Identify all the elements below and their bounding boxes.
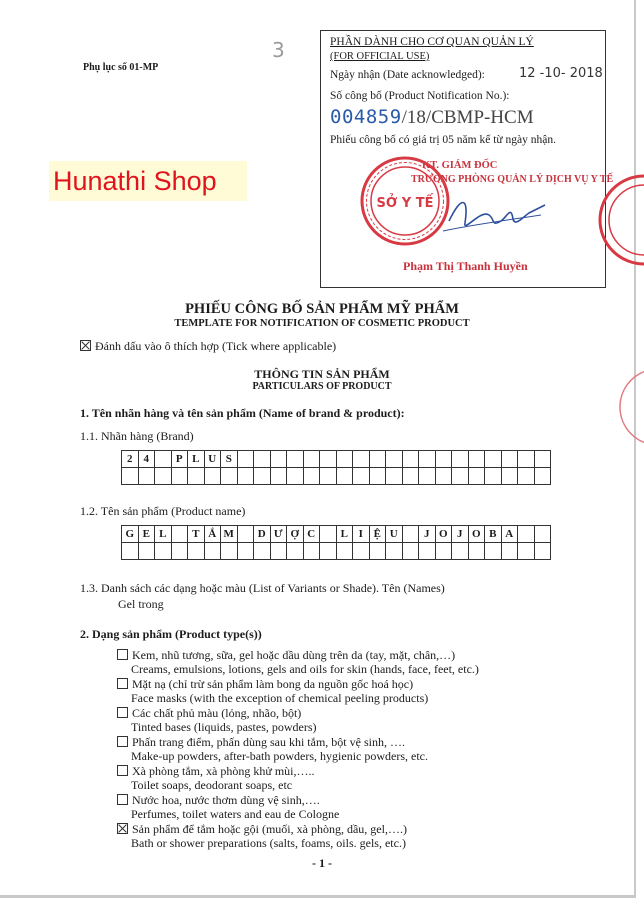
brand-grid-cell <box>485 468 502 485</box>
watermark-banner: Hunathi Shop <box>49 161 247 201</box>
product-type-label-en: Make-up powders, after-bath powders, hygienic powders, etc. <box>131 749 428 763</box>
notification-number-value: 004859 <box>330 106 402 128</box>
product-type-label-en: Toilet soaps, deodorant soaps, etc <box>131 778 293 792</box>
product-grid-cell <box>221 543 238 560</box>
department-title: TRƯỞNG PHÒNG QUẢN LÝ DỊCH VỤ Y TẾ <box>411 174 614 185</box>
product-grid-row <box>122 526 551 543</box>
product-grid-cell <box>303 543 320 560</box>
section-title-vi: THÔNG TIN SẢN PHẨM <box>254 367 390 381</box>
brand-grid-cell <box>518 468 535 485</box>
brand-grid-cell <box>485 451 502 468</box>
product-grid-cell: E <box>138 526 155 543</box>
product-grid-cell <box>122 543 139 560</box>
brand-grid-cell <box>122 468 139 485</box>
date-acknowledged-value: 12 -10- 2018 <box>519 66 603 81</box>
product-grid-cell <box>138 543 155 560</box>
checkbox-checked-icon[interactable] <box>117 823 128 834</box>
product-grid-cell <box>155 543 172 560</box>
product-grid-cell: L <box>336 526 353 543</box>
product-grid-cell <box>237 543 254 560</box>
signer-name: Phạm Thị Thanh Huyền <box>403 259 528 273</box>
product-type-item <box>117 677 413 692</box>
brand-grid-cell <box>353 468 370 485</box>
brand-grid-cell <box>402 468 419 485</box>
page-number: - 1 - <box>312 856 332 870</box>
brand-grid-cell <box>534 451 551 468</box>
product-grid-cell <box>320 543 337 560</box>
form-title-en: TEMPLATE FOR NOTIFICATION OF COSMETIC PRODUCT <box>174 318 470 329</box>
product-type-label-en: Tinted bases (liquids, pastes, powders) <box>131 720 317 734</box>
product-type-item <box>117 648 455 663</box>
brand-grid-cell <box>254 451 271 468</box>
brand-grid-cell: S <box>221 451 238 468</box>
signature-icon <box>441 191 551 241</box>
brand-grid-cell <box>204 468 221 485</box>
product-grid-cell <box>485 543 502 560</box>
brand-grid-cell <box>303 468 320 485</box>
checkbox-icon[interactable] <box>117 707 128 718</box>
product-grid-cell: Ư <box>270 526 287 543</box>
brand-grid-cell <box>419 468 436 485</box>
brand-grid-cell <box>534 468 551 485</box>
product-grid-cell <box>435 543 452 560</box>
product-grid-row <box>122 543 551 560</box>
product-grid-cell <box>336 543 353 560</box>
form-title-vi: PHIẾU CÔNG BỐ SẢN PHẨM MỸ PHẨM <box>185 301 459 317</box>
date-acknowledged-label: Ngày nhận (Date acknowledged): <box>330 69 485 81</box>
product-grid-cell <box>501 543 518 560</box>
brand-grid-cell <box>386 451 403 468</box>
checkbox-checked-icon <box>80 340 91 351</box>
product-name-label: 1.2. Tên sản phẩm (Product name) <box>80 504 246 518</box>
brand-grid-cell <box>369 468 386 485</box>
product-grid-cell <box>402 543 419 560</box>
checkbox-icon[interactable] <box>117 736 128 747</box>
brand-grid-cell <box>452 468 469 485</box>
brand-grid-cell <box>501 451 518 468</box>
variants-label: 1.3. Danh sách các dạng hoặc màu (List of Variants or Shade). Tên (Names) <box>80 581 445 595</box>
director-title: KT. GIÁM ĐỐC <box>422 160 498 171</box>
product-grid-cell <box>369 543 386 560</box>
product-type-label-vi: Kem, nhũ tương, sữa, gel hoặc dầu dùng trên da (tay, mặt, chân,…) <box>132 648 456 662</box>
product-type-label-vi: Sản phẩm để tắm hoặc gội (muối, xà phòng, dầu, gel,….) <box>132 822 407 836</box>
product-grid-cell: O <box>435 526 452 543</box>
brand-grid <box>121 450 551 485</box>
product-type-item <box>117 793 320 808</box>
brand-grid-cell <box>468 468 485 485</box>
product-type-label-vi: Nước hoa, nước thơm dùng vệ sinh,…. <box>132 793 320 807</box>
pencil-mark: 3 <box>272 38 285 62</box>
product-type-label-en: Bath or shower preparations (salts, foams, oils. gels, etc.) <box>131 836 406 850</box>
product-grid-cell: C <box>303 526 320 543</box>
product-grid-cell: A <box>501 526 518 543</box>
product-type-label-en: Face masks (with the exception of chemical peeling products) <box>131 691 429 705</box>
product-grid-cell <box>518 543 535 560</box>
brand-grid-cell <box>336 451 353 468</box>
brand-grid-cell <box>270 468 287 485</box>
product-grid-cell <box>452 543 469 560</box>
product-grid-cell <box>254 543 271 560</box>
checkbox-icon[interactable] <box>117 678 128 689</box>
brand-grid-cell <box>155 468 172 485</box>
product-grid-cell: O <box>468 526 485 543</box>
brand-grid-cell <box>336 468 353 485</box>
product-grid-cell: Ệ <box>369 526 386 543</box>
brand-grid-cell <box>287 451 304 468</box>
section-1-heading: 1. Tên nhãn hàng và tên sản phẩm (Name of brand & product): <box>80 406 405 420</box>
official-title: PHẦN DÀNH CHO CƠ QUAN QUẢN LÝ <box>330 36 534 48</box>
brand-grid-cell <box>138 468 155 485</box>
brand-grid-row <box>122 468 551 485</box>
product-grid-cell <box>518 526 535 543</box>
brand-grid-cell: U <box>204 451 221 468</box>
tick-note-text: Đánh dấu vào ô thích hợp (Tick where applicable) <box>95 339 337 353</box>
brand-grid-cell <box>171 468 188 485</box>
product-grid-cell: B <box>485 526 502 543</box>
validity-note: Phiếu công bố có giá trị 05 năm kể từ ngày nhận. <box>330 134 556 146</box>
brand-grid-cell <box>468 451 485 468</box>
product-grid-cell: D <box>254 526 271 543</box>
product-type-label-vi: Mặt nạ (chỉ trừ sản phẩm làm bong da nguồn gốc hoá học) <box>132 677 414 691</box>
product-grid-cell <box>287 543 304 560</box>
brand-grid-cell: P <box>171 451 188 468</box>
brand-grid-cell <box>452 451 469 468</box>
brand-grid-cell <box>188 468 205 485</box>
notification-number <box>330 106 534 129</box>
brand-grid-cell <box>369 451 386 468</box>
checkbox-icon[interactable] <box>117 649 128 660</box>
brand-grid-cell: 4 <box>138 451 155 468</box>
edge-stamp-icon <box>598 168 644 272</box>
product-grid-cell: Ắ <box>204 526 221 543</box>
brand-grid-cell <box>320 468 337 485</box>
product-grid-cell <box>171 543 188 560</box>
product-grid-cell <box>320 526 337 543</box>
product-grid-cell <box>468 543 485 560</box>
product-grid-cell <box>386 543 403 560</box>
product-type-label-vi: Phấn trang điểm, phấn dùng sau khi tắm, bột vệ sinh, …. <box>132 735 405 749</box>
product-grid-cell: L <box>155 526 172 543</box>
brand-grid-row <box>122 451 551 468</box>
brand-grid-cell <box>435 451 452 468</box>
brand-grid-cell <box>303 451 320 468</box>
checkbox-icon[interactable] <box>117 794 128 805</box>
tick-note <box>80 339 336 354</box>
brand-label: 1.1. Nhãn hàng (Brand) <box>80 429 194 443</box>
product-grid-cell <box>419 543 436 560</box>
product-type-item <box>117 764 314 779</box>
product-grid-cell: M <box>221 526 238 543</box>
product-grid-cell: T <box>188 526 205 543</box>
variants-value: Gel trong <box>118 597 164 611</box>
product-grid-cell <box>204 543 221 560</box>
brand-grid-cell <box>419 451 436 468</box>
product-type-label-en: Perfumes, toilet waters and eau de Cologne <box>131 807 340 821</box>
brand-grid-cell <box>435 468 452 485</box>
product-grid-cell <box>353 543 370 560</box>
brand-grid-cell: 2 <box>122 451 139 468</box>
brand-grid-cell <box>270 451 287 468</box>
section-2-heading: 2. Dạng sản phẩm (Product type(s)) <box>80 627 262 641</box>
product-grid-cell <box>171 526 188 543</box>
brand-grid-cell: L <box>188 451 205 468</box>
product-type-label-vi: Các chất phủ màu (lỏng, nhão, bột) <box>132 706 302 720</box>
product-grid-cell <box>188 543 205 560</box>
product-type-item <box>117 706 301 721</box>
notification-number-suffix: /18/CBMP-HCM <box>401 107 534 128</box>
product-grid-cell <box>237 526 254 543</box>
brand-grid-cell <box>237 468 254 485</box>
official-subtitle: (FOR OFFICIAL USE) <box>330 51 430 62</box>
product-grid-cell <box>534 543 551 560</box>
brand-grid-cell <box>501 468 518 485</box>
product-name-grid <box>121 525 551 560</box>
product-grid-cell: J <box>419 526 436 543</box>
brand-grid-cell <box>402 451 419 468</box>
product-type-label-en: Creams, emulsions, lotions, gels and oils for skin (hands, face, feet, etc.) <box>131 662 479 676</box>
official-stamp-icon <box>359 155 451 247</box>
brand-grid-cell <box>320 451 337 468</box>
brand-grid-cell <box>237 451 254 468</box>
product-grid-cell: Ợ <box>287 526 304 543</box>
brand-grid-cell <box>155 451 172 468</box>
brand-grid-cell <box>386 468 403 485</box>
official-use-box <box>320 30 614 288</box>
brand-grid-cell <box>254 468 271 485</box>
stamp-label: SỞ Y TẾ <box>376 196 434 211</box>
product-grid-cell: I <box>353 526 370 543</box>
brand-grid-cell <box>353 451 370 468</box>
product-grid-cell <box>402 526 419 543</box>
product-type-item <box>117 735 405 750</box>
product-type-item <box>117 822 407 837</box>
brand-grid-cell <box>518 451 535 468</box>
product-grid-cell <box>270 543 287 560</box>
section-title-en: PARTICULARS OF PRODUCT <box>252 381 392 392</box>
brand-grid-cell <box>287 468 304 485</box>
product-grid-cell: J <box>452 526 469 543</box>
annex-label: Phụ lục số 01-MP <box>83 62 159 73</box>
product-grid-cell: U <box>386 526 403 543</box>
product-grid-cell: G <box>122 526 139 543</box>
product-grid-cell <box>534 526 551 543</box>
brand-grid-cell <box>221 468 238 485</box>
notification-number-label: Số công bố (Product Notification No.): <box>330 90 510 102</box>
product-type-label-vi: Xà phòng tắm, xà phòng khử mùi,….. <box>132 764 315 778</box>
checkbox-icon[interactable] <box>117 765 128 776</box>
